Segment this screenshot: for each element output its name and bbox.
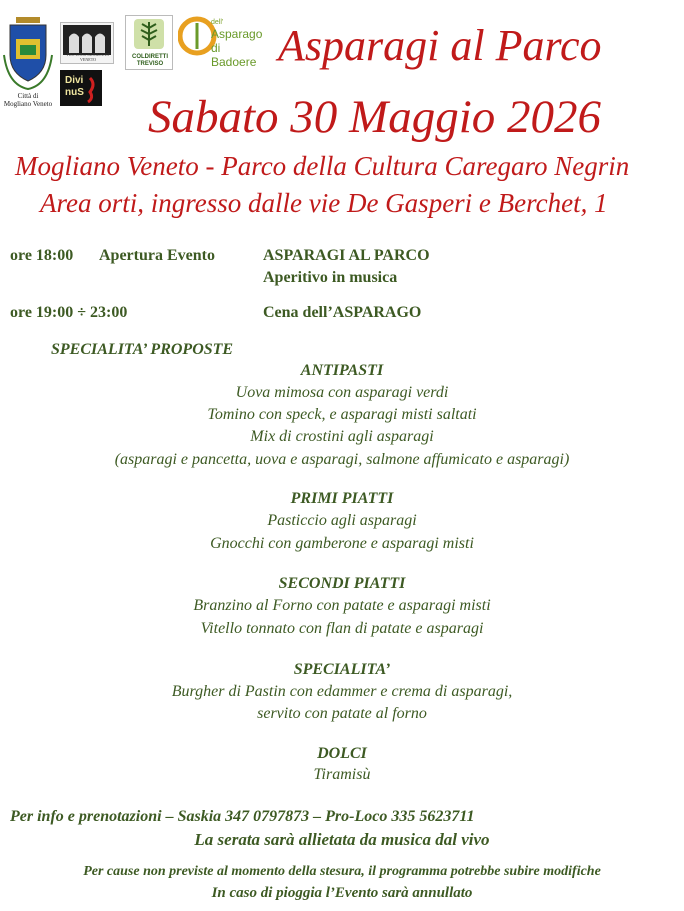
section-title-antipasti: ANTIPASTI — [300, 362, 384, 379]
menu-item: Burgher di Pastin con edammer e crema di asparagi, — [171, 683, 513, 700]
menu-item: (asparagi e pancetta, uova e asparagi, salmone affumicato e asparagi) — [114, 451, 570, 468]
location-line1: Mogliano Veneto - Parco della Cultura Caregaro Negrin — [15, 151, 630, 181]
section-title-primi: PRIMI PIATTI — [290, 490, 394, 507]
menu-item: Pasticcio agli asparagi — [267, 512, 417, 529]
event-date: Sabato 30 Maggio 2026 — [148, 91, 602, 143]
schedule-time-1: ore 18:00 — [10, 247, 74, 264]
menu-item: Branzino al Forno con patate e asparagi misti — [193, 597, 491, 614]
disclaimer: Per cause non previste al momento della stesura, il programma potrebbe subire modifiche — [83, 864, 601, 879]
schedule-label-1: Apertura Evento — [99, 247, 215, 264]
menu-item: Gnocchi con gamberone e asparagi misti — [210, 535, 474, 552]
menu-item: Uova mimosa con asparagi verdi — [235, 384, 449, 401]
section-title-secondi: SECONDI PIATTI — [278, 575, 406, 592]
menu-item: Vitello tonnato con flan di patate e asparagi — [200, 620, 484, 637]
proloco-logo — [60, 22, 114, 64]
location-line2: Area orti, ingresso dalle vie De Gasperi e Berchet, 1 — [40, 188, 608, 218]
menu-heading: SPECIALITA’ PROPOSTE — [51, 341, 234, 358]
badoere-line1: dell' — [211, 19, 224, 26]
crest-caption-line2: Mogliano Veneto — [3, 100, 53, 108]
menu-item: Mix di crostini agli asparagi — [250, 428, 434, 445]
badoere-line3: di Badoere — [211, 41, 257, 69]
menu-item: Tiramisù — [313, 766, 371, 783]
crest-caption-line1: Città di — [17, 92, 39, 100]
city-crest-logo — [2, 15, 54, 110]
divinus-line2: nuS — [65, 87, 84, 98]
menu-item: servito con patate al forno — [257, 705, 427, 722]
schedule-event-1: ASPARAGI AL PARCO — [263, 247, 430, 264]
coldiretti-line1: COLDIRETTI — [132, 54, 168, 60]
coldiretti-line2: TREVISO — [136, 61, 164, 67]
divinus-line1: Divi — [65, 75, 84, 86]
proloco-caption: PRO LOCO MOGLIANO VENETO — [66, 52, 110, 62]
menu-item: Tomino con speck, e asparagi misti saltati — [207, 406, 477, 423]
divinus-logo — [60, 70, 102, 106]
section-title-specialita: SPECIALITA’ — [293, 661, 391, 678]
info-contacts: Per info e prenotazioni – Saskia 347 0797873 – Pro-Loco 335 5623711 — [10, 808, 475, 825]
schedule-event-2: Cena dell’ASPARAGO — [263, 304, 422, 321]
music-note: La serata sarà allietata da musica dal vivo — [194, 830, 490, 849]
section-title-dolci: DOLCI — [317, 745, 367, 762]
coldiretti-logo — [125, 15, 173, 70]
schedule-time-2: ore 19:00 ÷ 23:00 — [10, 304, 128, 321]
asparago-badoere-logo — [178, 15, 268, 69]
schedule-detail-1: Aperitivo in musica — [263, 269, 398, 286]
event-title: Asparagi al Parco — [278, 21, 602, 70]
badoere-line2: Asparago — [211, 27, 263, 41]
rain-notice: In caso di pioggia l’Evento sarà annullato — [211, 885, 473, 901]
